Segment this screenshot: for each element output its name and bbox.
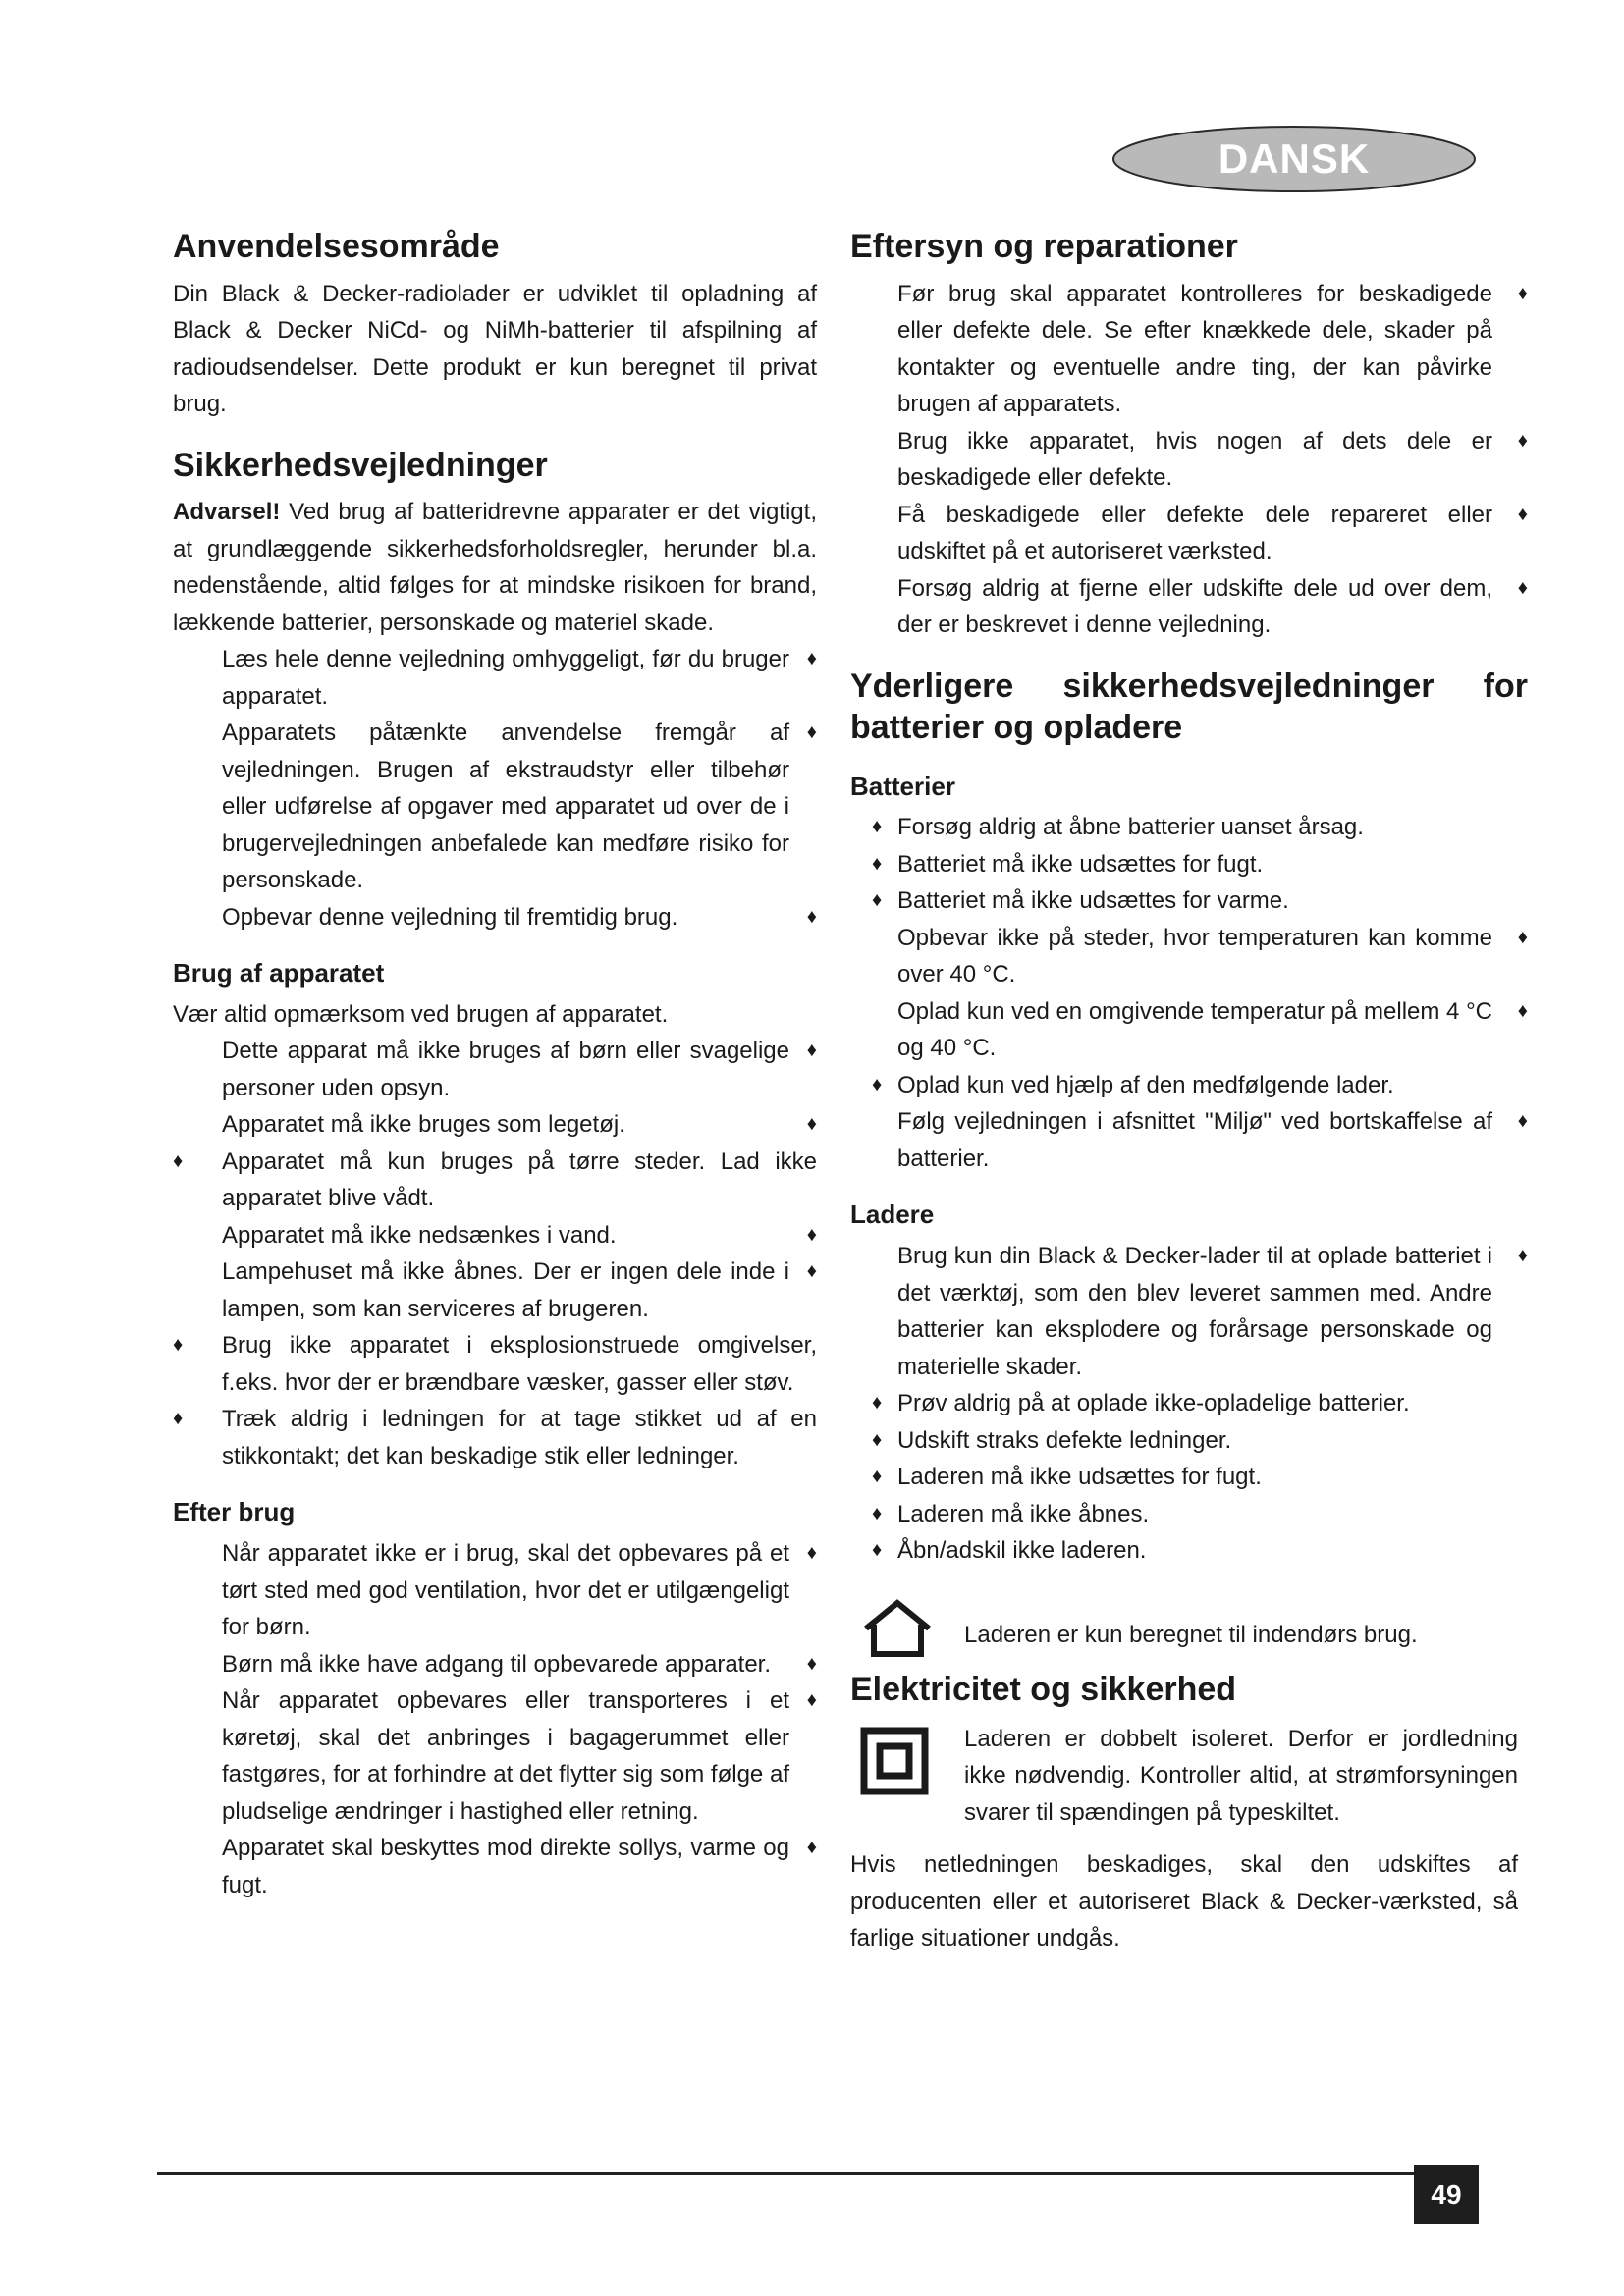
batteri-item: ♦ Batteriet må ikke udsættes for varme. xyxy=(850,882,1528,920)
efter-item: Apparatet skal beskyttes mod direkte sollys, varme og fugt. ♦ xyxy=(173,1830,817,1903)
heading-batterier: Batterier xyxy=(850,771,955,801)
brug-item: ♦ Apparatet må kun bruges på tørre steder. Lad ikke apparatet blive vådt. xyxy=(173,1144,817,1217)
heading-yderligere: Yderligere sikkerhedsvejledninger for batterier og opladere xyxy=(850,667,1528,746)
right-column xyxy=(850,226,1528,1957)
batteri-item: ♦ Batteriet må ikke udsættes for fugt. xyxy=(850,846,1528,883)
diamond-icon: ♦ xyxy=(1517,1110,1528,1133)
brug-item: Apparatet må ikke bruges som legetøj. ♦ xyxy=(173,1106,817,1144)
diamond-icon: ♦ xyxy=(806,1223,817,1246)
eftersyn-item: Brug ikke apparatet, hvis nogen af dets dele er beskadigede eller defekte. ♦ xyxy=(850,423,1528,497)
heading-efter: Efter brug xyxy=(173,1497,296,1527)
heading-brug: Brug af apparatet xyxy=(173,958,385,988)
warning-text: Ved brug af batteridrevne apparater er det vigtigt, at grundlæggende sikkerhedsforholdsregler, herunder bl.a. nedenstående, altid følges for at mindske risikoen for brand, lækkende batterier, personskade og materiel skade. xyxy=(173,499,817,636)
brug-item: ♦ Brug ikke apparatet i eksplosionstruede omgivelser, f.eks. hvor der er brændbare væsker, gasser eller støv. xyxy=(173,1327,817,1401)
batteri-item: Opbevar ikke på steder, hvor temperaturen kan komme over 40 °C. ♦ xyxy=(850,920,1528,993)
diamond-icon: ♦ xyxy=(806,1260,817,1283)
warning-paragraph xyxy=(173,494,817,641)
indoor-note-row xyxy=(850,1593,1528,1654)
heading-ladere: Ladere xyxy=(850,1200,935,1230)
brug-intro: Vær altid opmærksom ved brugen af apparatet. xyxy=(173,1000,669,1028)
safety-item: Læs hele denne vejledning omhyggeligt, før du bruger apparatet. ♦ xyxy=(173,641,817,715)
brug-item: ♦ Træk aldrig i ledningen for at tage stikket ud af en stikkontakt; det kan beskadige stik eller ledninger. xyxy=(173,1401,817,1474)
lader-item: Brug kun din Black & Decker-lader til at oplade batteriet i det værktøj, som den blev leveret sammen med. Andre batterier kan eksplodere og forårsage personskade og materielle skader. ♦ xyxy=(850,1238,1528,1385)
lader-item: ♦ Prøv aldrig på at oplade ikke-opladelige batterier. xyxy=(850,1385,1528,1422)
diamond-icon: ♦ xyxy=(806,1837,817,1859)
language-label: DANSK xyxy=(1218,135,1371,182)
page-number: 49 xyxy=(1414,2165,1479,2224)
diamond-icon: ♦ xyxy=(1517,926,1528,948)
para-anvendelse: Din Black & Decker-radiolader er udviklet til opladning af Black & Decker NiCd- og NiMh-batterier til afspilning af radioudsendelser. Dette produkt er kun beregnet til privat brug. xyxy=(173,280,817,417)
diamond-icon: ♦ xyxy=(1517,282,1528,304)
lader-item: ♦ Åbn/adskil ikke laderen. xyxy=(850,1532,1528,1570)
diamond-icon: ♦ xyxy=(806,1652,817,1675)
double-insulation-row xyxy=(850,1721,1528,1832)
indoor-note: Laderen er kun beregnet til indendørs brug. xyxy=(964,1621,1418,1648)
heading-anvendelse: Anvendelsesområde xyxy=(173,228,500,265)
heading-sikkerhed: Sikkerhedsvejledninger xyxy=(173,446,548,484)
batteri-item: ♦ Oplad kun ved hjælp af den medfølgende lader. xyxy=(850,1067,1528,1104)
batteri-item: ♦ Forsøg aldrig at åbne batterier uanset årsag. xyxy=(850,809,1528,846)
diamond-icon: ♦ xyxy=(1517,503,1528,525)
diamond-icon: ♦ xyxy=(1517,576,1528,599)
diamond-icon: ♦ xyxy=(806,648,817,669)
efter-item: Når apparatet opbevares eller transporteres i et køretøj, skal det anbringes i bagagerummet eller fastgøres, for at forhindre at det flytter sig som følge af pludselige ændringer i hastighed eller retning. ♦ xyxy=(173,1682,817,1830)
safety-item: Opbevar denne vejledning til fremtidig brug. ♦ xyxy=(173,899,817,936)
lader-item: ♦ Laderen må ikke åbnes. xyxy=(850,1496,1528,1533)
batteri-item: Følg vejledningen i afsnittet "Miljø" ved bortskaffelse af batterier. ♦ xyxy=(850,1103,1528,1177)
house-icon xyxy=(860,1599,935,1660)
diamond-icon: ♦ xyxy=(1517,999,1528,1022)
eftersyn-item: Få beskadigede eller defekte dele repareret eller udskiftet på et autoriseret værksted. ♦ xyxy=(850,497,1528,570)
double-insulation-text: Laderen er dobbelt isoleret. Derfor er jordledning ikke nødvendig. Kontroller altid, at strømforsyningen svarer til spændingen på typeskiltet. xyxy=(964,1725,1518,1826)
safety-item: Apparatets påtænkte anvendelse fremgår af vejledningen. Brugen af ekstraudstyr eller tilbehør eller udførelse af opgaver med apparatet ud over de i brugervejledningen anbefalede kan medføre risiko for personskade. ♦ xyxy=(173,715,817,899)
brug-item: Lampehuset må ikke åbnes. Der er ingen dele inde i lampen, som kan serviceres af brugeren. ♦ xyxy=(173,1254,817,1327)
footer-rule xyxy=(157,2172,1478,2175)
heading-eftersyn: Eftersyn og reparationer xyxy=(850,228,1238,265)
double-insulation-icon xyxy=(860,1727,929,1795)
diamond-icon: ♦ xyxy=(806,1113,817,1136)
diamond-icon: ♦ xyxy=(1517,429,1528,452)
diamond-icon: ♦ xyxy=(806,1040,817,1062)
cord-note: Hvis netledningen beskadiges, skal den udskiftes af producenten eller et autoriseret Black & Decker-værksted, så farlige situationer undgås. xyxy=(850,1851,1518,1952)
diamond-icon: ♦ xyxy=(806,1689,817,1712)
efter-item: Når apparatet ikke er i brug, skal det opbevares på et tørt sted med god ventilation, hvor det er utilgængeligt for børn. ♦ xyxy=(173,1535,817,1646)
brug-item: Dette apparat må ikke bruges af børn eller svagelige personer uden opsyn. ♦ xyxy=(173,1033,817,1106)
eftersyn-item: Før brug skal apparatet kontrolleres for beskadigede eller defekte dele. Se efter knækkede dele, skader på kontakter og eventuelle andre ting, der kan påvirke brugen af apparatets. ♦ xyxy=(850,276,1528,423)
brug-item: Apparatet må ikke nedsænkes i vand. ♦ xyxy=(173,1217,817,1255)
lader-item: ♦ Laderen må ikke udsættes for fugt. xyxy=(850,1459,1528,1496)
diamond-icon: ♦ xyxy=(1517,1245,1528,1267)
diamond-icon: ♦ xyxy=(806,905,817,928)
diamond-icon: ♦ xyxy=(806,1542,817,1565)
lader-item: ♦ Udskift straks defekte ledninger. xyxy=(850,1422,1528,1460)
efter-item: Børn må ikke have adgang til opbevarede apparater. ♦ xyxy=(173,1646,817,1683)
warning-label: Advarsel! xyxy=(173,499,281,525)
heading-elektricitet: Elektricitet og sikkerhed xyxy=(850,1671,1237,1709)
diamond-icon: ♦ xyxy=(806,721,817,743)
language-tab xyxy=(1111,124,1477,194)
left-column xyxy=(173,226,817,1903)
batteri-item: Oplad kun ved en omgivende temperatur på mellem 4 °C og 40 °C. ♦ xyxy=(850,993,1528,1067)
eftersyn-item: Forsøg aldrig at fjerne eller udskifte dele ud over dem, der er beskrevet i denne vejledning. ♦ xyxy=(850,570,1528,644)
